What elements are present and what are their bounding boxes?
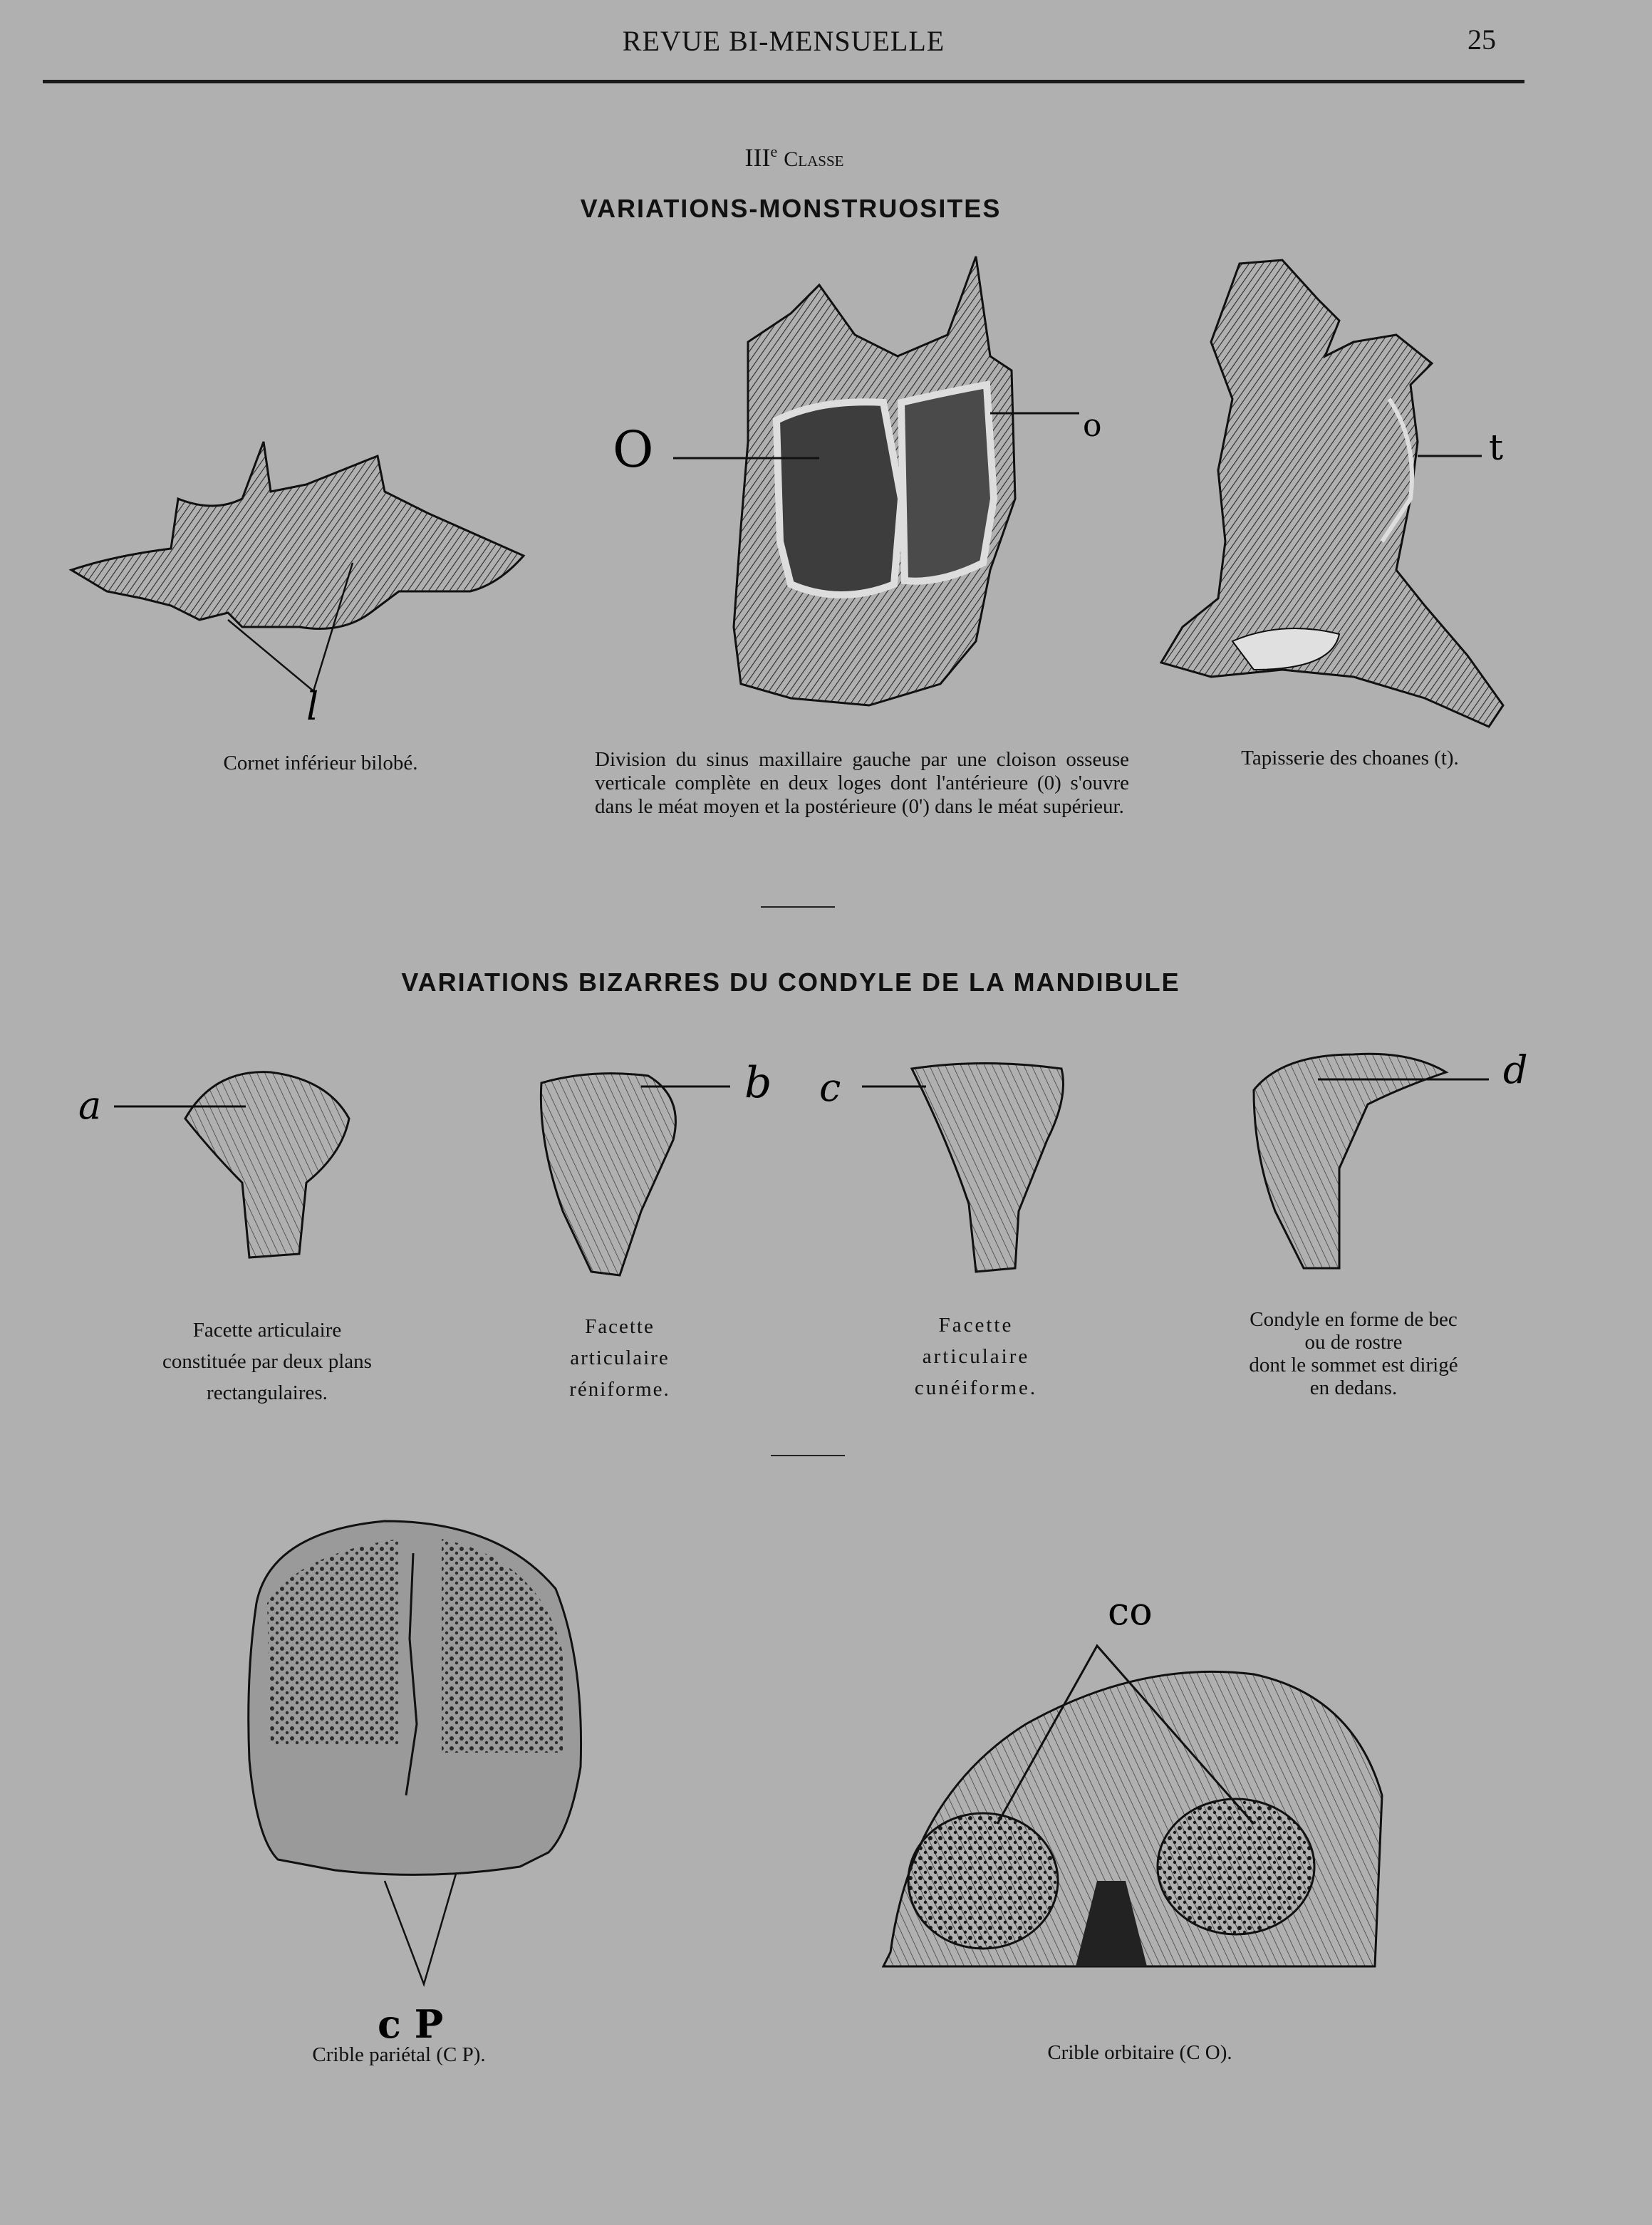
caption-line: ou de rostre xyxy=(1304,1331,1403,1354)
caption-line: constituée par deux plans xyxy=(162,1350,372,1373)
separator-1 xyxy=(761,906,835,908)
choanae-illustration xyxy=(1161,260,1503,727)
caption-line: Facette xyxy=(585,1315,655,1338)
caption-orbital: Crible orbitaire (C O). xyxy=(1047,2041,1232,2064)
caption-line: rectangulaires. xyxy=(207,1381,328,1404)
parietal-skull-illustration xyxy=(249,1521,581,1984)
running-header: REVUE BI-MENSUELLE xyxy=(622,25,945,57)
page-number: 25 xyxy=(1467,24,1496,56)
caption-condyle-d xyxy=(1204,1308,1503,1399)
class-word: Classe xyxy=(784,147,844,171)
cornet-label: l xyxy=(306,684,319,729)
orbital-skull-illustration xyxy=(883,1646,1382,1966)
caption-cornet: Cornet inférieur bilobé. xyxy=(223,752,418,774)
caption-line: dont le sommet est dirigé xyxy=(1249,1354,1458,1376)
condyle-d-illustration xyxy=(1254,1054,1489,1268)
choanae-label: t xyxy=(1489,427,1504,468)
caption-line: Facette articulaire xyxy=(192,1319,342,1342)
maxillary-sinus-illustration xyxy=(673,256,1079,705)
caption-choanae: Tapisserie des choanes (t). xyxy=(1241,747,1459,769)
sinus-label-right: o xyxy=(1083,408,1102,444)
caption-line: articulaire xyxy=(922,1345,1030,1368)
caption-line: en dedans. xyxy=(1309,1376,1398,1399)
condyle-a-illustration xyxy=(114,1072,349,1257)
condyle-c-illustration xyxy=(862,1064,1064,1272)
cornet-illustration xyxy=(71,442,524,691)
sinus-label-left: O xyxy=(613,420,654,479)
condyle-title: VARIATIONS BIZARRES DU CONDYLE DE LA MANDIBULE xyxy=(401,968,1180,997)
class-sup: e xyxy=(770,142,778,160)
condyle-label-d: d xyxy=(1503,1047,1528,1092)
caption-line: articulaire xyxy=(570,1347,670,1369)
parietal-label: c P xyxy=(378,2001,444,2047)
condyle-label-b: b xyxy=(744,1058,772,1108)
caption-sinus: Division du sinus maxillaire gauche par une cloison osseuse verticale complète en deux loges dont l'antérieure (0) s'ouvre dans le méat moyen et la postérieure (0') dans le méat supérieur. xyxy=(595,748,1129,818)
caption-condyle-a xyxy=(107,1314,427,1409)
condyle-label-a: a xyxy=(78,1083,102,1128)
separator-2 xyxy=(771,1455,845,1456)
caption-line: Condyle en forme de bec xyxy=(1250,1308,1458,1331)
caption-line: réniforme. xyxy=(569,1378,670,1401)
condyle-label-c: c xyxy=(819,1065,841,1110)
section-title: VARIATIONS-MONSTRUOSITES xyxy=(580,194,1002,223)
caption-line: Facette xyxy=(938,1314,1014,1337)
orbital-label: co xyxy=(1108,1589,1153,1634)
class-prefix: III xyxy=(744,143,771,172)
condyle-b-illustration xyxy=(541,1074,730,1275)
caption-parietal: Crible pariétal (C P). xyxy=(312,2043,486,2066)
caption-condyle-b xyxy=(513,1311,727,1405)
caption-line: cunéiforme. xyxy=(914,1376,1038,1399)
caption-condyle-c xyxy=(869,1309,1083,1404)
